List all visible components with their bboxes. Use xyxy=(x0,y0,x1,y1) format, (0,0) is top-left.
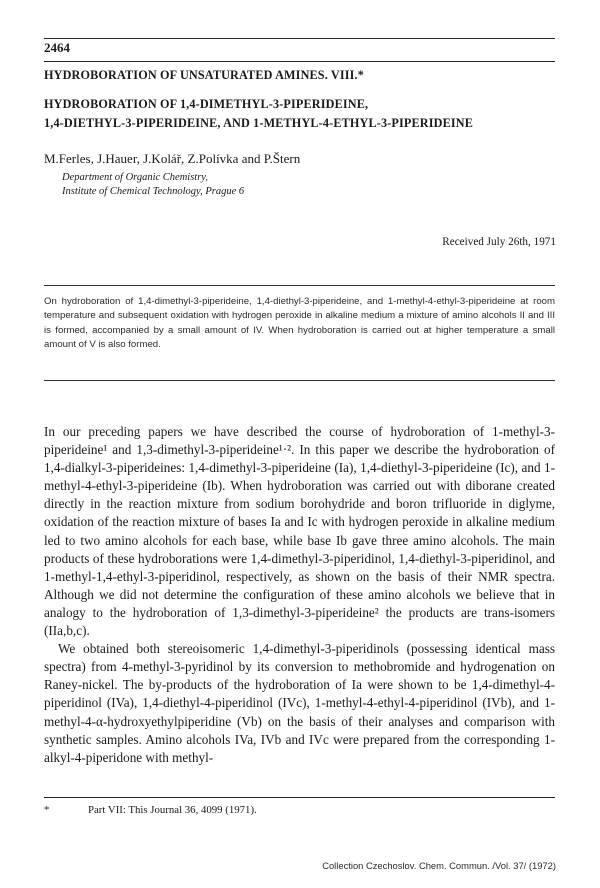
article-title-line-3: 1,4-DIETHYL-3-PIPERIDEINE, AND 1-METHYL-4-ETHYL-3-PIPERIDEINE xyxy=(44,116,473,130)
article-title-line-1: HYDROBORATION OF UNSATURATED AMINES. VIII.* xyxy=(44,68,364,82)
header-rule-bottom xyxy=(44,61,555,62)
footnote-rule xyxy=(44,797,555,798)
page-number: 2464 xyxy=(44,40,70,55)
header-rule-top xyxy=(44,38,555,39)
received-date: Received July 26th, 1971 xyxy=(442,236,556,248)
article-body xyxy=(44,423,555,767)
authors: M.Ferles, J.Hauer, J.Kolář, Z.Polívka and P.Štern xyxy=(44,151,301,166)
body-paragraph-1: In our preceding papers we have described the course of hydroboration of 1-methyl-3-piperideine¹ and 1,3-dimethyl-3-piperideine¹·². In this paper we describe the hydroboration of 1,4-dialkyl-3-piperideines: 1,4-dimethyl-3-piperideine (Ia), 1,4-diethyl-3-piperideine (Ic), and 1-methyl-4-ethyl-3-piperideine (Ib). When hydroboration was carried out with diborane created directly in the reaction mixture from sodium borohydride and boron trifluoride in diglyme, oxidation of the reaction mixture of bases Ia and Ic with hydrogen peroxide in alkaline medium led to two amino alcohols for each base, while base Ib gave three amino alcohols. The main products of these hydroborations were 1,4-dimethyl-3-piperidinol, 1,4-diethyl-3-piperidinol, and 1-methyl-1,4-ethyl-3-piperidinol, respectively, as shown on the basis of their NMR spectra. Although we did not determine the configuration of these amino alcohols we believe that in analogy to the hydroboration of 1,3-dimethyl-3-piperideine² the products are trans-isomers (IIa,b,c). xyxy=(44,424,555,639)
footnote-marker: * xyxy=(44,804,50,816)
article-title-line-2: HYDROBORATION OF 1,4-DIMETHYL-3-PIPERIDEINE, xyxy=(44,97,369,111)
abstract: On hydroboration of 1,4-dimethyl-3-piperideine, 1,4-diethyl-3-piperideine, and 1-methyl-4-ethyl-3-piperideine at room temperature and subsequent oxidation with hydrogen peroxide in alkaline medium a mixture of amino alcohols II and III is formed, accompanied by a small amount of IV. When hydroboration is carried out at higher temperature a small amount of V is also formed. xyxy=(44,296,555,351)
footnote xyxy=(44,804,257,816)
body-paragraph-2: We obtained both stereoisomeric 1,4-dimethyl-3-piperidinols (possessing identical mass spectra) from 4-methyl-3-pyridinol by its conversion to methobromide and hydrogenation on Raney-nickel. The by-products of the hydroboration of Ia were shown to be 1,4-dimethyl-4-piperidinol (IVa), 1,4-diethyl-4-piperidinol (IVc), 1-methyl-4-ethyl-4-piperidinol (IVb), and 1-methyl-4-α-hydroxyethylpiperidine (Vb) on the basis of their analyses and comparison with synthetic samples. Amino alcohols IVa, IVb and IVc were prepared from the corresponding 1-alkyl-4-piperidone with methyl- xyxy=(44,641,555,765)
affiliation-institute: Institute of Chemical Technology, Prague 6 xyxy=(62,186,245,197)
affiliation-department: Department of Organic Chemistry, xyxy=(62,172,209,183)
journal-footer: Collection Czechoslov. Chem. Commun. /Vol. 37/ (1972) xyxy=(322,860,556,871)
footnote-text: Part VII: This Journal 36, 4099 (1971). xyxy=(88,804,257,816)
